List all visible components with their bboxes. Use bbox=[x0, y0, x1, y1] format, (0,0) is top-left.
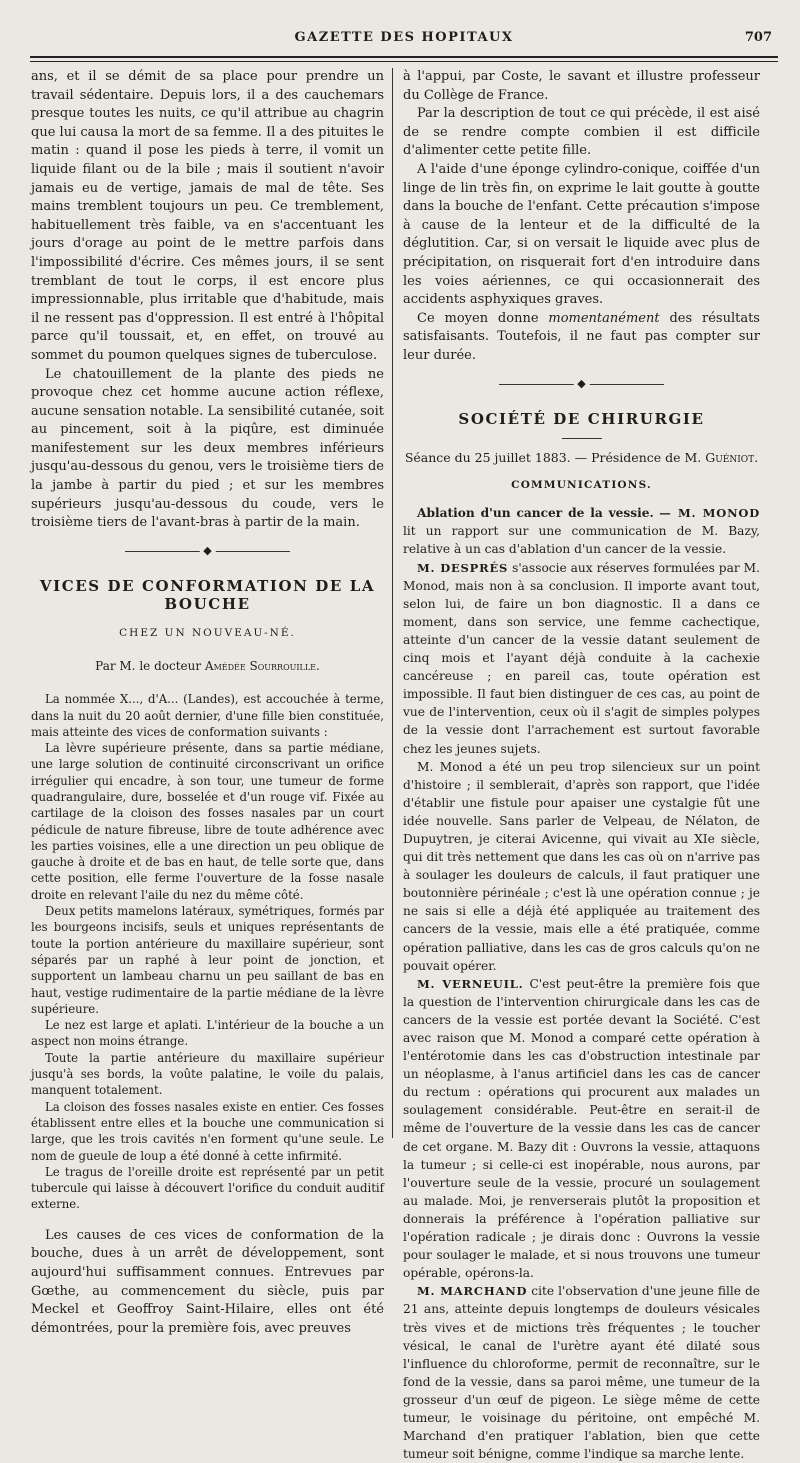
proceedings-body bbox=[403, 504, 760, 1463]
paragraph: à l'appui, par Coste, le savant et illustre professeur du Collège de France. bbox=[403, 69, 760, 103]
header-rule-thin bbox=[30, 61, 778, 62]
header-rule bbox=[30, 56, 778, 58]
communications-heading: COMMUNICATIONS. bbox=[511, 478, 652, 491]
byline-prefix: Par M. le docteur bbox=[95, 658, 205, 673]
text-run: cite l'observation d'une jeune fille de 21 ans, atteinte depuis longtemps de douleurs vésicales très vives et de mictions très fréquentes ; le toucher vésical, le canal de l'urètre ayant été dilaté sous l'influence du chloroforme, permit de reconnaître, sur le fond de la vessie, dans sa paroi même, une tumeur de la grosseur d'un œuf de pigeon. Le siège même de cette tumeur, le voisinage du péritoine, ont empêché M. Marchand d'en pratiquer l'ablation, bien que cette tumeur soit bénigne, comme l'indique sa marche lente. bbox=[403, 1284, 761, 1462]
text-run: s'associe aux réserves formulées par M. Monod, mais non à sa conclusion. Il importe avant tout, selon lui, de faire un bon diagnostic. Il a dans ce moment, dans son service, une femme cachectique, atteinte d'un cancer de la vessie datant seulement de cinq mois et l'ayant déjà conduite à la cachexie cancéreuse ; en pareil cas, toute opération est impossible. Il faut bien distinguer de ces cas, au point de vue de l'intervention, ceux où il s'agit de simples polypes de la vessie dont l'arrachement est surtout favorable chez les jeunes sujets. bbox=[403, 560, 760, 756]
paragraph: Le nez est large et aplati. L'intérieur de la bouche a un aspect non moins étrange. bbox=[31, 1018, 384, 1049]
president-name: Guéniot. bbox=[705, 450, 759, 466]
paragraph: Le chatouillement de la plante des pieds ne provoque chez cet homme aucune action réflexe, aucune sensation notable. La sensibilité cutanée, soit au pincement, soit à la piqûre, est diminuée manifestement sur les deux membres inférieurs jusqu'au-dessous du genou, vers le troisième tiers de la jambe à partir du pied ; et sur les membres supérieurs jusqu'au-dessous du coude, vers le troisième tiers de l'avant-bras à partir de la main. bbox=[31, 366, 384, 531]
paragraph: M. Monod a été un peu trop silencieux sur un point d'histoire ; il semblerait, d'après son rapport, que l'idée d'établir une fistule pour apaiser une cystalgie fût une idée nouvelle. Sans parler de Velpeau, de Nélaton, de Dupuytren, je citerai Avicenne, qui vivait au XIe siècle, qui dit très nettement que dans les cas où on n'arrive pas à soulager les douleurs de calculs, il faut pratiquer une boutonnière périnéale ; c'est là une opération connue ; je ne sais si elle a déjà été appliquée au traitement des cancers de la vessie, mais elle a été pratiquée, comme opération palliative, dans les cas de gros calculs qu'on ne pouvait opérer. bbox=[403, 759, 760, 973]
paragraph: Le tragus de l'oreille droite est représenté par un petit tubercule qui laisse à découvert l'orifice du conduit auditif externe. bbox=[31, 1164, 384, 1212]
paragraph: La cloison des fosses nasales existe en entier. Ces fosses établissent entre elles et la bouche une communication si large, que les trois cavités n'en forment qu'une seule. Le nom de gueule de loup a été donné à cette infirmité. bbox=[31, 1099, 384, 1163]
running-title: GAZETTE DES HOPITAUX bbox=[294, 30, 514, 45]
paragraph bbox=[403, 559, 760, 758]
paragraph: Par la description de tout ce qui précède, il est aisé de se rendre compte combien il est difficile d'alimenter cette petite fille. bbox=[403, 106, 760, 159]
paragraph: ans, et il se démit de sa place pour prendre un travail sédentaire. Depuis lors, il a des cauchemars presque toutes les nuits, ce qu'il attribue au chagrin que lui causa la mort de sa femme. Il a des pituites le matin : quand il pose les pieds à terre, il vomit un liquide filant ou de la bile ; mais il soutient n'avoir jamais eu de vertige, jamais de mal de tête. Ses mains tremblent toujours un peu. Ce tremblement, habituellement très faible, va en s'accentuant les jours d'orage au point de le mettre parfois dans l'impossibilité d'écrire. Ces mêmes jours, il se sent tremblant de tout le corps, il est encore plus impressionnable, plus irritable que d'habitude, mais il ne ressent pas d'oppression. Il est entré à l'hôpital parce qu'il toussait, et, en effet, on trouvé au sommet du poumon quelques signes de tuberculose. bbox=[31, 69, 384, 363]
ornament-divider bbox=[125, 543, 290, 557]
paragraph bbox=[403, 504, 760, 558]
paragraph bbox=[403, 310, 760, 366]
paragraph bbox=[403, 1282, 760, 1463]
left-column bbox=[31, 68, 384, 1336]
paragraph: Deux petits mamelons latéraux, symétriques, formés par les bourgeons incisifs, seuls et uniques représentants de toute la portion antérieure du maxillaire supérieur, sont séparés par un raphé à leur point de jonction, et supportent un lambeau charnu un peu saillant de bas en haut, vestige rudimentaire de la partie médiane de la lèvre supérieure. bbox=[31, 904, 384, 1016]
paragraph: Toute la partie antérieure du maxillaire supérieur jusqu'à ses bords, la voûte palatine, le voile du palais, manquent totalement. bbox=[31, 1050, 384, 1098]
ornament-divider bbox=[499, 376, 664, 390]
byline bbox=[31, 657, 384, 676]
speaker: M. VERNEUIL. bbox=[417, 976, 524, 991]
paragraph bbox=[403, 975, 760, 1283]
author-name: Amédée Sourrouille. bbox=[204, 658, 320, 673]
right-column bbox=[403, 68, 761, 1462]
session-line bbox=[403, 449, 760, 468]
session-prefix: Séance du 25 juillet 1883. — Présidence de M. bbox=[404, 450, 706, 466]
ornament-icon: ◆ bbox=[573, 377, 589, 391]
text-run: des résultats satisfaisants. Toutefois, il ne faut pas compter sur leur durée. bbox=[403, 310, 760, 363]
text-run: Ce moyen donne bbox=[417, 310, 549, 326]
topic-lead: Ablation d'un cancer de la vessie. bbox=[417, 506, 654, 521]
emphasis: momentanément bbox=[548, 310, 660, 326]
short-rule bbox=[562, 438, 602, 439]
page-header bbox=[30, 30, 778, 50]
speaker: — M. MONOD bbox=[659, 506, 760, 521]
speaker: M. MARCHAND bbox=[417, 1284, 528, 1299]
paragraph: Les causes de ces vices de conformation de la bouche, dues à un arrêt de développement, sont aujourd'hui suffisamment connues. Entrevues par Gœthe, au commencement du siècle, puis par Meckel et Geoffroy Saint-Hilaire, elles ont été démontrées, pour la première fois, avec preuves bbox=[31, 1227, 384, 1336]
column-divider bbox=[392, 68, 393, 1138]
ornament-icon: ◆ bbox=[199, 544, 215, 558]
text-run: lit un rapport sur une communication de M. Bazy, relative à un cas d'ablation d'un cancer de la vessie. bbox=[403, 524, 760, 557]
paragraph: La lèvre supérieure présente, dans sa partie médiane, une large solution de continuité circonscrivant un orifice irrégulier qui encadre, à son tour, une tumeur de forme quadrangulaire, dure, bosselée et d'un rouge vif. Fixée au cartilage de la cloison des fosses nasales par un court pédicule de nature fibreuse, libre de toute adhérence avec les parties voisines, elle a une direction un peu oblique de gauche à droite et de bas en haut, de telle sorte que, dans cette position, elle ferme l'ouverture de la fosse nasale droite en relevant l'aile du nez du même côté. bbox=[31, 741, 384, 902]
speaker: M. DESPRÉS bbox=[417, 560, 509, 575]
section-title: SOCIÉTÉ DE CHIRURGIE bbox=[458, 409, 705, 428]
text-run: C'est peut-être la première fois que la question de l'intervention chirurgicale dans les cas de cancers de la vessie est portée devant la Société. C'est avec raison que M. Monod a comparé cette opération à l'entérotomie dans les cas d'obstruction intestinale par un néoplasme, à l'anus artificiel dans les cas de cancer du rectum : opérations qui procurent aux malades un soulagement considérable. Peut-être en serait-il de même de l'ouverture de la vessie dans les cas de cancer de cet organe. M. Bazy dit : Ouvrons la vessie, attaquons la tumeur ; si celle-ci est inopérable, nous aurons, par l'ouverture seule de la vessie, procuré un soulagement au malade. Moi, je renverserais plutôt la proposition et donnerais la préférence à l'opération palliative sur l'opération radicale ; je dirais donc : Ouvrons la vessie pour soulager le malade, et si nous trouvons une tumeur opérable, opérons-la. bbox=[403, 976, 760, 1281]
article-subtitle: CHEZ UN NOUVEAU-NÉ. bbox=[119, 627, 296, 640]
paragraph: A l'aide d'une éponge cylindro-conique, coiffée d'un linge de lin très fin, on exprime le lait goutte à goutte dans la bouche de l'enfant. Cette précaution s'impose à cause de la lenteur et de la difficulté de la déglutition. Car, si on versait le liquide avec plus de précipitation, on risquerait fort d'en introduire dans les voies aériennes, ce qui occasionnerait des accidents asphyxiques graves. bbox=[403, 161, 760, 308]
page-number: 707 bbox=[744, 30, 772, 45]
article-title: VICES DE CONFORMATION DE LA BOUCHE bbox=[39, 576, 376, 614]
article-body bbox=[31, 691, 384, 1213]
paragraph: La nommée X..., d'A... (Landes), est accouchée à terme, dans la nuit du 20 août dernier, d'une fille bien constituée, mais atteinte des vices de conformation suivants : bbox=[31, 692, 384, 739]
